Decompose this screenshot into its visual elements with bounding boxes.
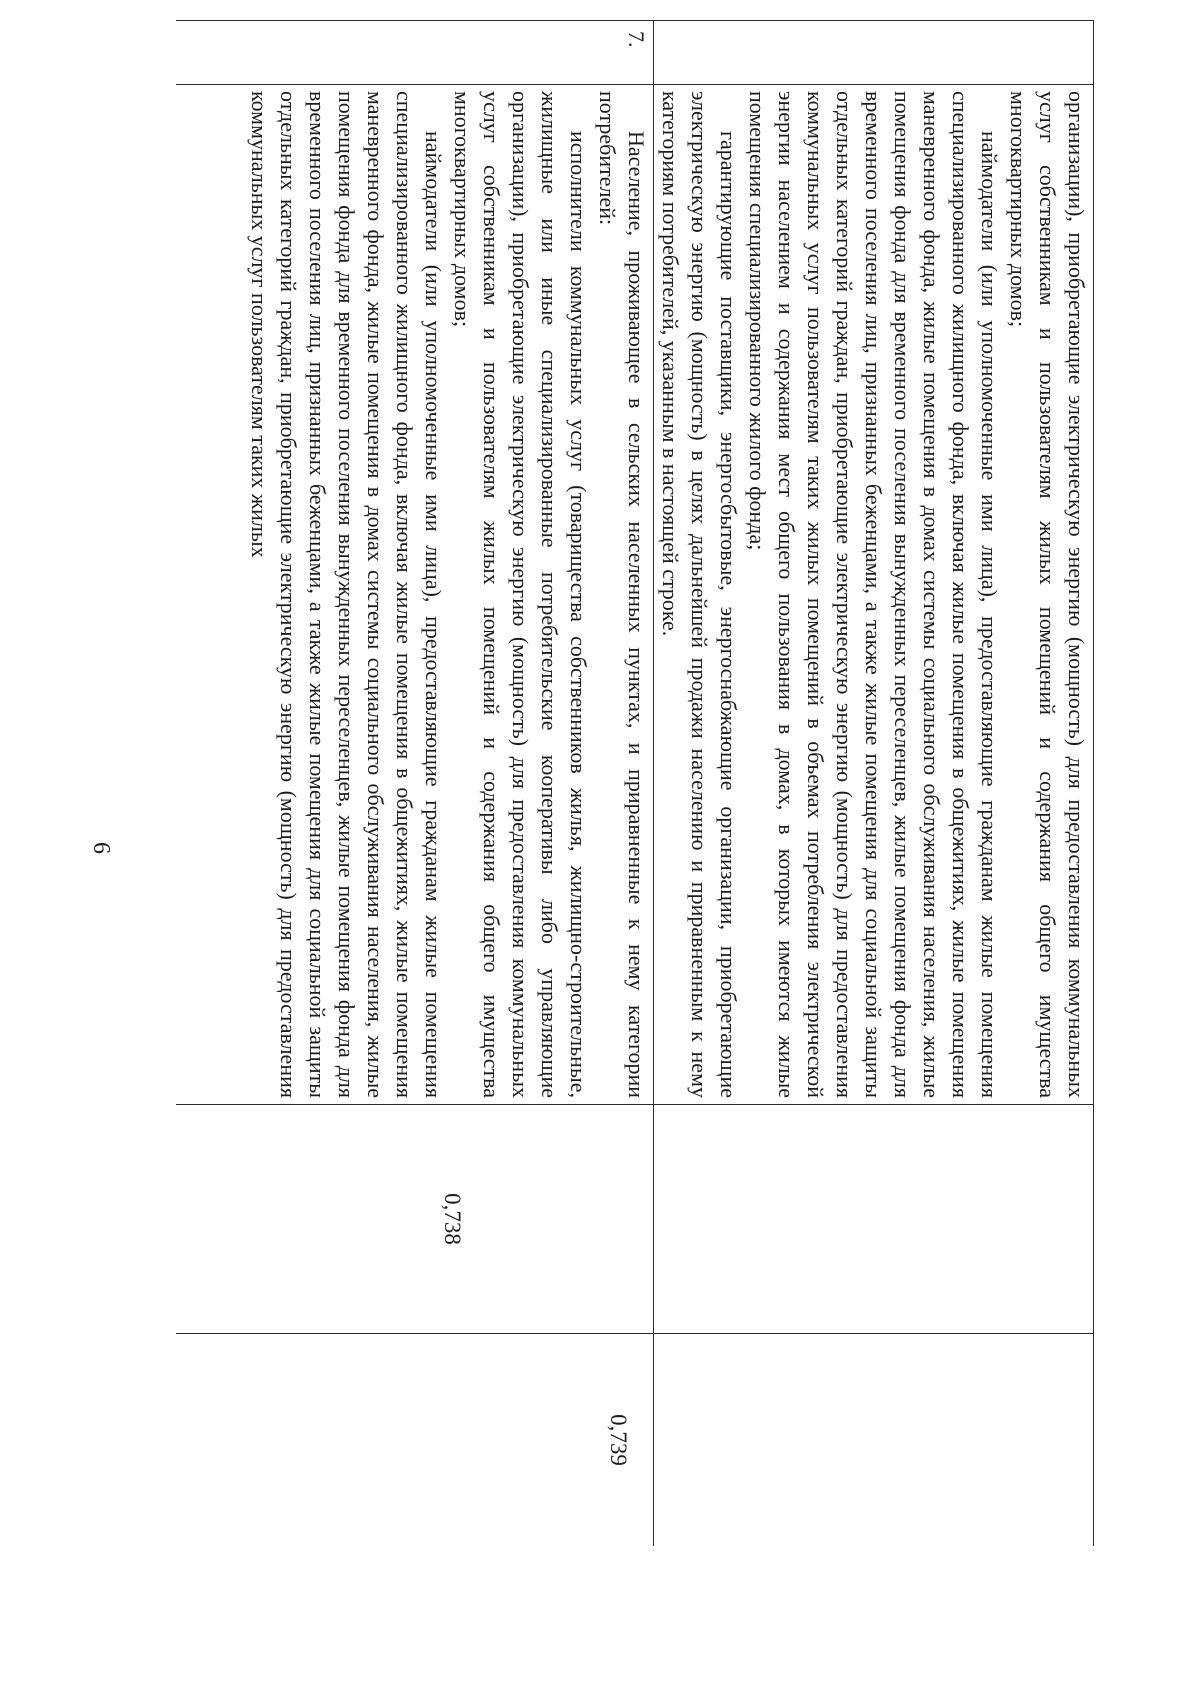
row-description: [176, 85, 654, 1105]
description-paragraph: наймодатели (или уполномоченные ими лица), предоставляющие гражданам жилые помещения специализированного жилищного фонда, включая жилые помещения в общежитиях, жилые помещения маневренного фонда, жилые помещения в домах системы социального обслуживания населения, жилые помещения фонда для временного поселения вынужденных переселенцев, жилые помещения фонда для временного поселения лиц, признанных беженцами, а также жилые помещения для социальной защиты отдельных категорий граждан, приобретающие электрическую энергию (мощность) для предоставления коммунальных услуг пользователям таких жилых: [247, 91, 446, 1098]
row-number: [654, 21, 1094, 85]
description-paragraph: гарантирующие поставщики, энергосбытовые, энергоснабжающие организации, приобретающие электрическую энергию (мощность) в целях дальнейшей продажи населению и приравненным к нему категориям потребителей, указанным в настоящей строке.: [658, 91, 741, 1098]
page-number: 6: [88, 842, 114, 854]
table-row: [654, 21, 1094, 1547]
rotated-page-area: [176, 20, 1094, 1546]
table-row: [176, 21, 654, 1547]
row-number: 7.: [176, 21, 654, 85]
value-cell-1: 0,738: [176, 1105, 654, 1334]
description-paragraph: наймодатели (или уполномоченные ими лица), предоставляющие гражданам жилые помещения специализированного жилищного фонда, включая жилые помещения в общежитиях, жилые помещения маневренного фонда, жилые помещения в домах системы социального обслуживания населения, жилые помещения фонда для временного поселения вынужденных переселенцев, жилые помещения фонда для временного поселения лиц, признанных беженцами, а также жилые помещения для социальной защиты отдельных категорий граждан, приобретающие электрическую энергию (мощность) для предоставления коммунальных услуг пользователям таких жилых помещений в объемах потребления электрической энергии населением и содержания мест общего пользования в домах, в которых имеются жилые помещения специализированного жилого фонда;: [745, 91, 1002, 1098]
tariff-table-frame: [176, 20, 1094, 1546]
description-paragraph: Население, проживающее в сельских населенных пунктах, и приравненные к нему категории потребителей:: [595, 91, 649, 1098]
row-description: [654, 85, 1094, 1105]
description-paragraph: организации), приобретающие электрическую энергию (мощность) для предоставления коммунальных услуг собственникам и пользователям жилых помещений и содержания общего имущества многоквартирных домов;: [1006, 91, 1089, 1098]
tariff-table: [176, 20, 1094, 1546]
value-cell-2: 0,739: [176, 1334, 654, 1547]
description-paragraph: исполнители коммунальных услуг (товарищества собственников жилья, жилищно-строительные, жилищные или иные специализированные потребительские кооперативы либо управляющие организации), приобретающие электрическую энергию (мощность) для предоставления коммунальных услуг собственникам и пользователям жилых помещений и содержания общего имущества многоквартирных домов;: [450, 91, 591, 1098]
value-cell-2: [654, 1334, 1094, 1547]
value-cell-1: [654, 1105, 1094, 1334]
